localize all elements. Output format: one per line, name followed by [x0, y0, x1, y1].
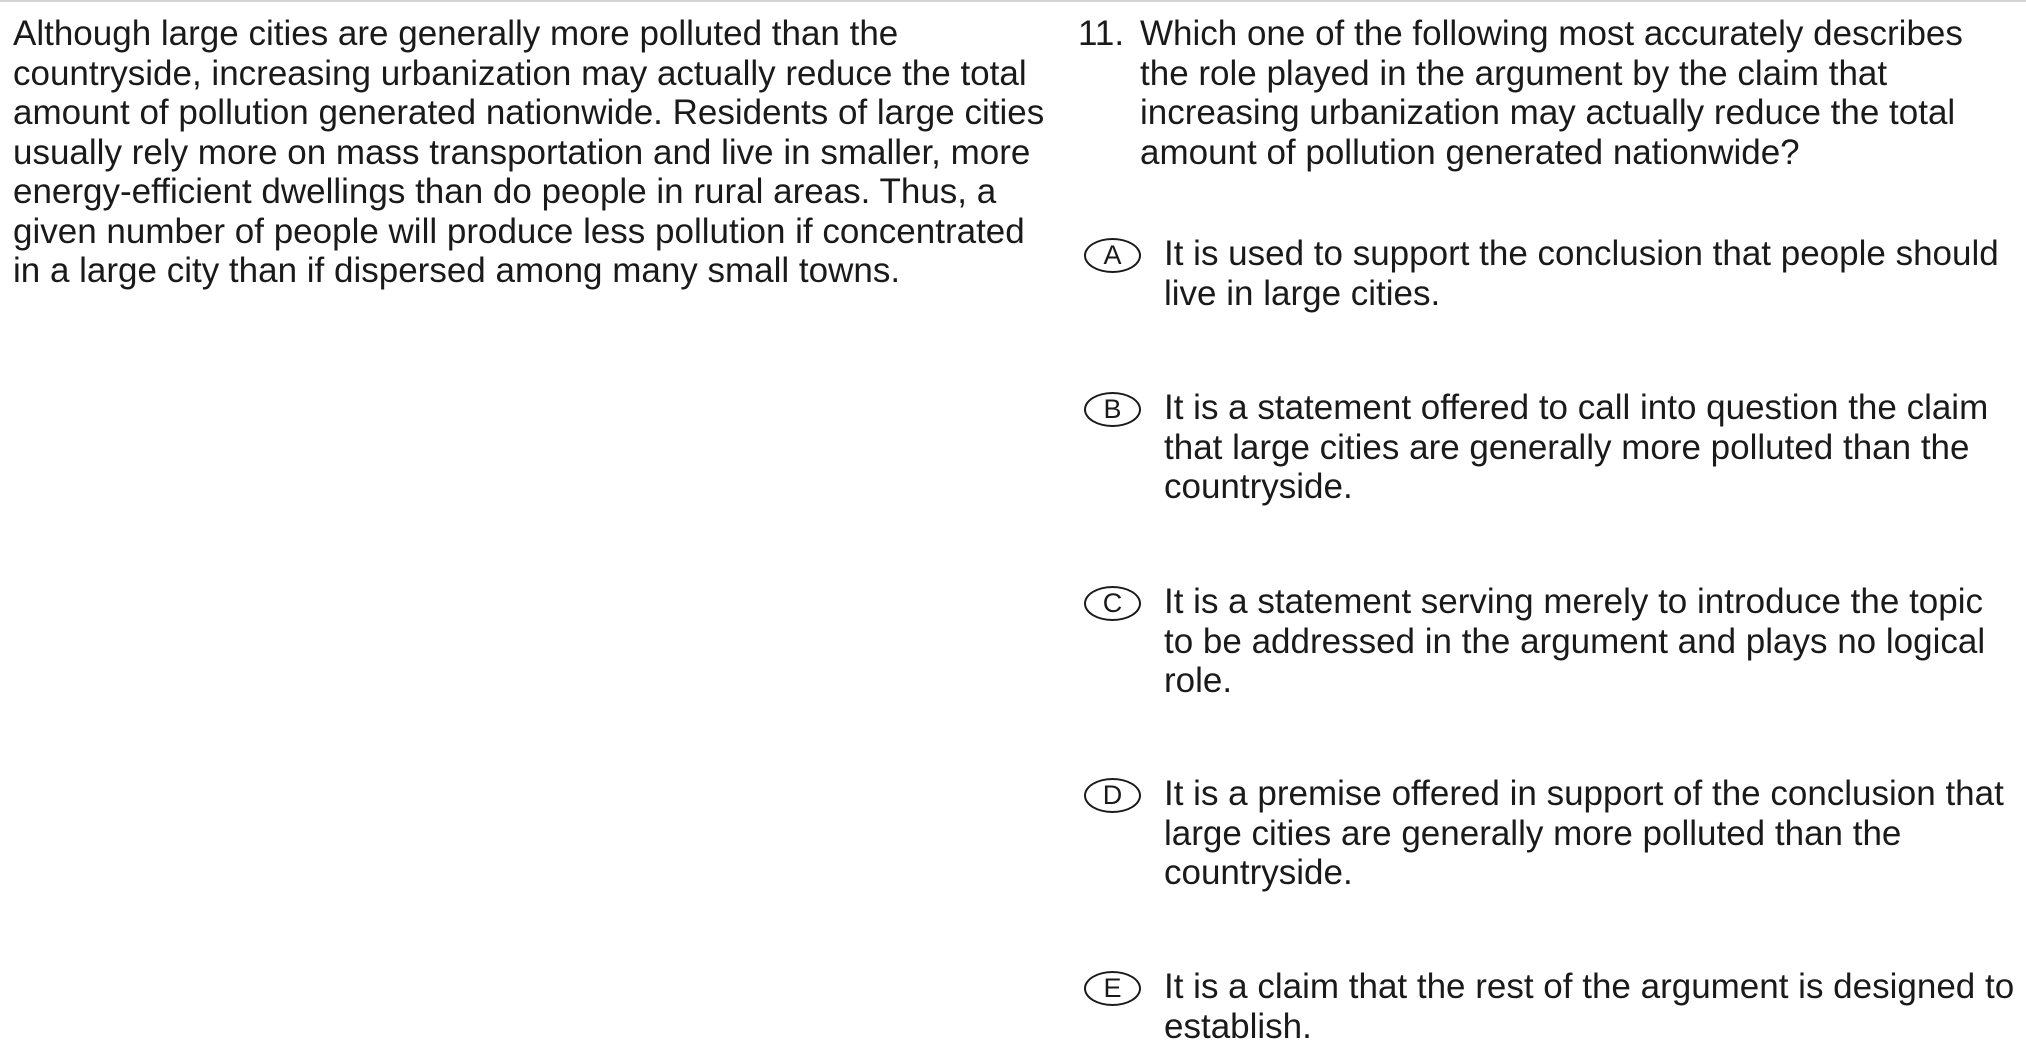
answer-choice-b[interactable]: [1084, 388, 2018, 507]
answer-choice-text: It is a statement serving merely to introduce the topic to be addressed in the argument and plays no logical role.: [1164, 582, 1986, 700]
answer-choice-a[interactable]: [1084, 234, 2018, 313]
answer-choice-c[interactable]: [1084, 582, 2018, 701]
answer-bubble-e[interactable]: E: [1084, 971, 1141, 1006]
answer-bubble-c[interactable]: C: [1084, 586, 1141, 621]
passage-text: Although large cities are generally more polluted than the countryside, increasing urbanization may actually reduce the total amount of pollution generated nationwide. Residents of large cities usually rely more on mass transportation and live in smaller, more energy-efficient dwellings than do people in rural areas. Thus, a given number of people will produce less pollution if concentrated in a large city than if dispersed among many small towns.: [13, 14, 1045, 290]
answer-choice-d[interactable]: [1084, 774, 2018, 893]
question-stem-text: Which one of the following most accurately describes the role played in the argument by the claim that increasing urbanization may actually reduce the total amount of pollution generated nationwide?: [1140, 14, 1963, 172]
top-border: [0, 0, 2026, 2]
answer-choice-text: It is used to support the conclusion that people should live in large cities.: [1164, 234, 1999, 313]
answer-choice-text: It is a statement offered to call into question the claim that large cities are generally more polluted than the countryside.: [1164, 388, 1989, 506]
answer-bubble-d[interactable]: D: [1084, 778, 1141, 813]
question-number: 11.: [1078, 14, 1125, 53]
answer-choice-text: It is a claim that the rest of the argument is designed to establish.: [1164, 967, 2015, 1046]
answer-choice-e[interactable]: [1084, 967, 2018, 1046]
answer-bubble-b[interactable]: B: [1084, 392, 1141, 427]
question-stem: [1078, 14, 2018, 172]
answer-choice-text: It is a premise offered in support of the conclusion that large cities are generally more polluted than the countryside.: [1164, 774, 2004, 892]
answer-bubble-a[interactable]: A: [1084, 238, 1141, 273]
question-pane: [1078, 14, 2018, 1046]
passage-pane: [13, 14, 1053, 291]
